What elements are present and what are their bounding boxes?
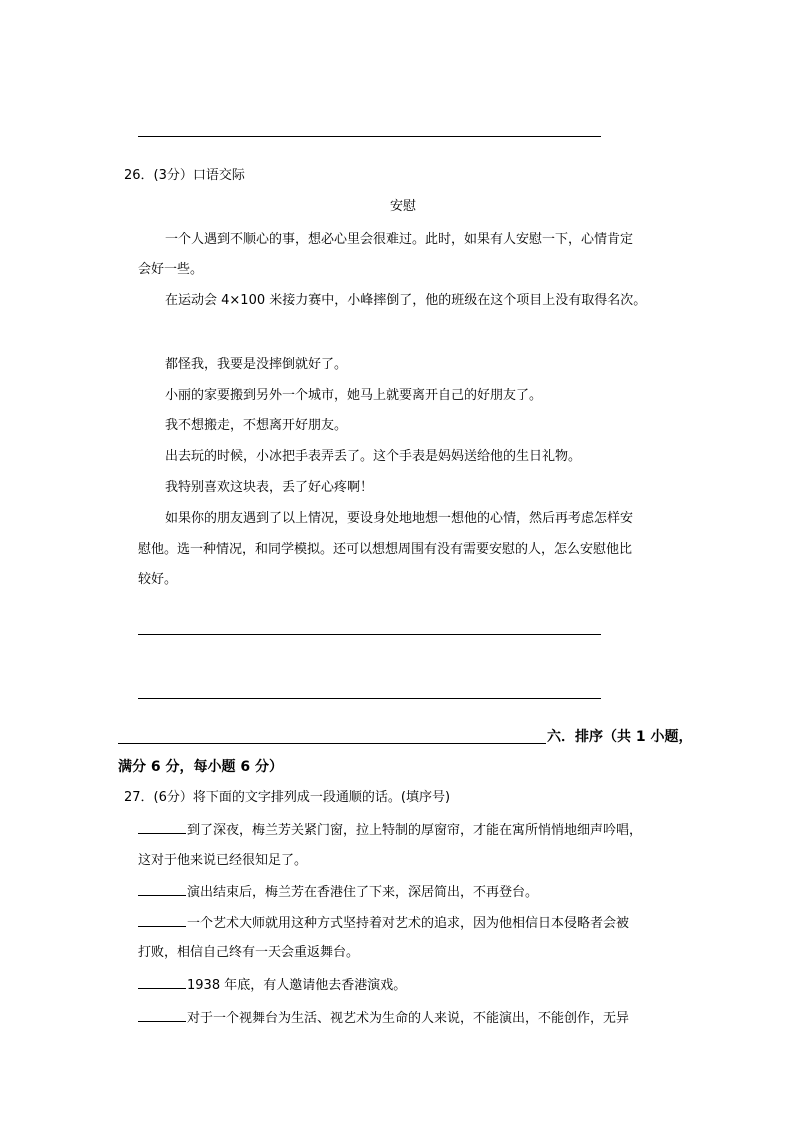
q27-blank-2[interactable] [138,884,186,896]
q26-intro-line2: 会好一些。 [138,262,204,277]
q26-scenario-3-quote: 我特别喜欢这块表，丢了好心疼啊！ [165,480,374,495]
q26-task-line1: 如果你的朋友遇到了以上情况，要设身处地地想一想他的心情，然后再考虑怎样安 [165,511,634,526]
q26-scenario-1: 在运动会 4×100 米接力赛中，小峰摔倒了，他的班级在这个项目上没有取得名次。 [165,293,647,308]
q27-item-4-text: 1938 年底，有人邀请他去香港演戏。 [187,978,407,993]
q27-blank-5[interactable] [138,1010,186,1022]
q27-header: 27．(6分）将下面的文字排列成一段通顺的话。(填序号) [124,790,451,805]
q27-item-5-text: 对于一个视舞台为生活、视艺术为生命的人来说，不能演出，不能创作，无异 [187,1011,630,1026]
q27-blank-3[interactable] [138,915,186,927]
q27-item-1-text: 到了深夜，梅兰芳关紧门窗，拉上特制的厚窗帘，才能在寓所悄悄地细声吟唱， [187,823,643,838]
q26-scenario-2-quote: 我不想搬走，不想离开好朋友。 [165,418,348,433]
q27-item-3 [138,915,629,932]
q27-item-4 [138,977,406,994]
q26-scenario-1-quote: 都怪我，我要是没摔倒就好了。 [165,357,348,372]
answer-line-2[interactable] [138,698,601,699]
q27-item-1-cont: 这对于他来说已经很知足了。 [138,853,308,868]
q27-item-2-text: 演出结束后，梅兰芳在香港住了下来，深居简出，不再登台。 [187,885,539,900]
section6-heading-part2: 满分 6 分，每小题 6 分） [118,759,283,775]
section6-heading-part1: 六．排序（共 1 小题， [547,729,693,745]
q26-scenario-3: 出去玩的时候，小冰把手表弄丢了。这个手表是妈妈送给他的生日礼物。 [165,449,582,464]
q26-task-line3: 较好。 [138,572,178,587]
q26-title: 安慰 [390,199,417,214]
section-rule [118,743,546,744]
q27-item-5 [138,1010,629,1027]
q27-item-3-cont: 打败，相信自己终有一天会重返舞台。 [138,945,360,960]
q27-blank-1[interactable] [138,822,186,834]
answer-line-top[interactable] [138,136,601,137]
q26-scenario-2: 小丽的家要搬到另外一个城市，她马上就要离开自己的好朋友了。 [165,388,543,403]
q27-item-3-text: 一个艺术大师就用这种方式坚持着对艺术的追求，因为他相信日本侵略者会被 [187,916,630,931]
q26-intro-line1: 一个人遇到不顺心的事，想必心里会很难过。此时，如果有人安慰一下，心情肯定 [165,232,634,247]
answer-line-1[interactable] [138,634,601,635]
q26-header: 26．(3分）口语交际 [124,168,245,183]
q27-item-2 [138,884,538,901]
q27-item-1 [138,822,642,839]
q26-task-line2: 慰他。选一种情况，和同学模拟。还可以想想周围有没有需要安慰的人，怎么安慰他比 [138,542,633,557]
q27-blank-4[interactable] [138,977,186,989]
